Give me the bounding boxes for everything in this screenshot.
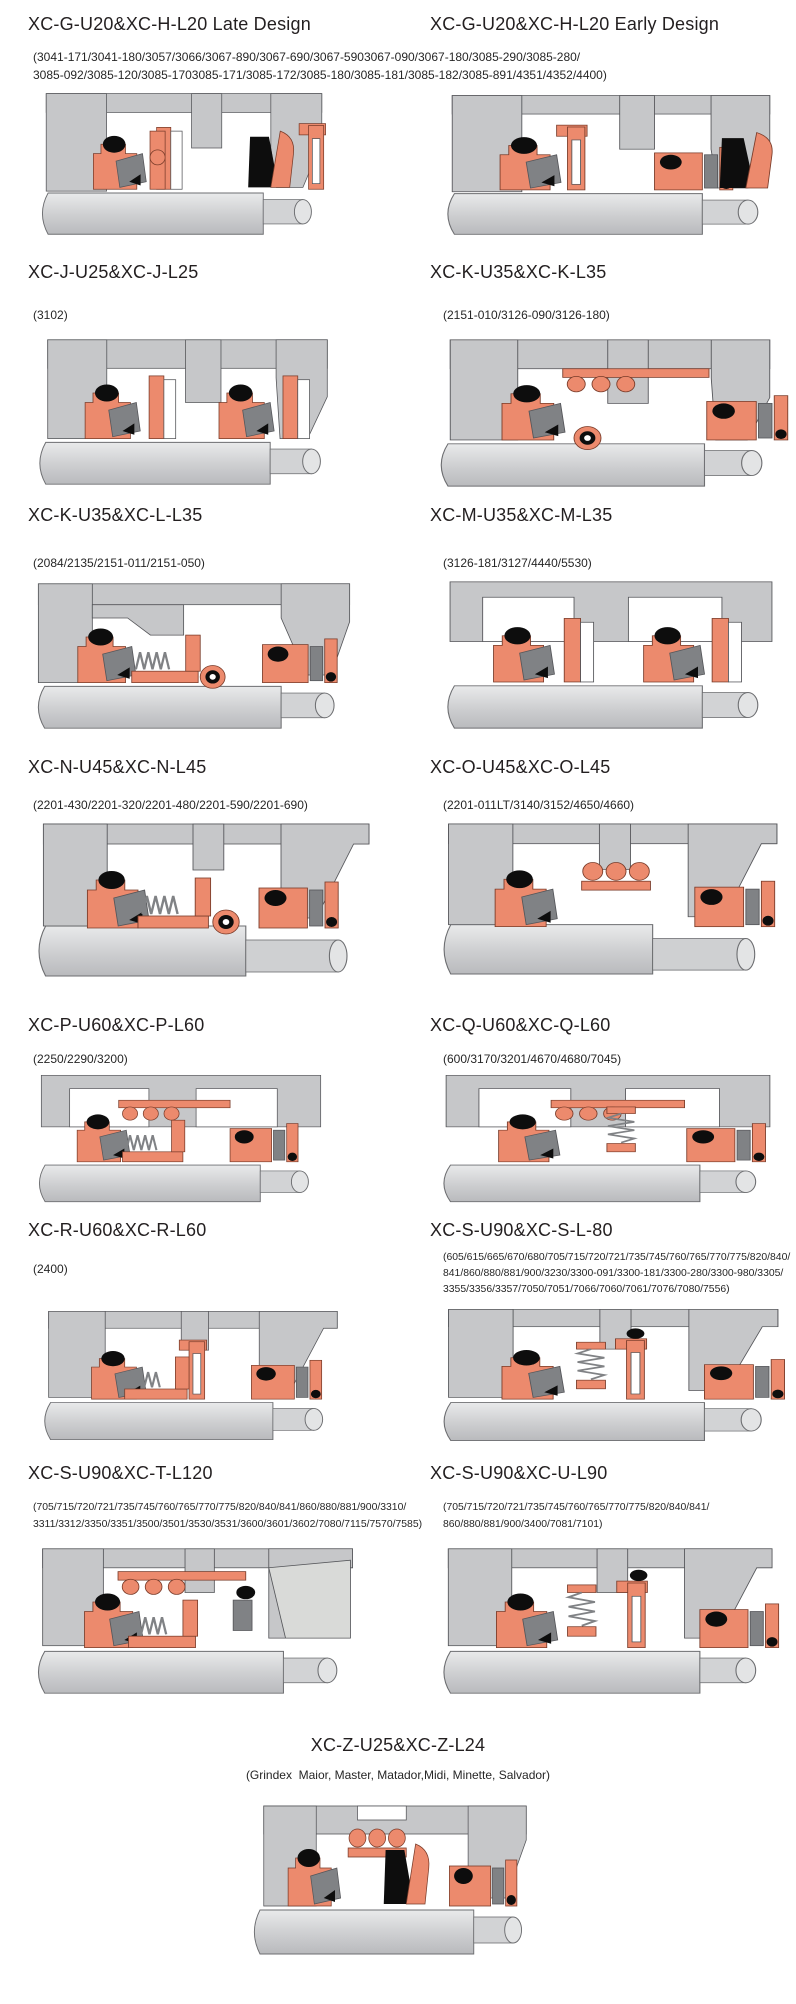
seal-cross-section-diagram xyxy=(433,1072,783,1205)
part-numbers: (2084/2135/2151-011/2151-050) xyxy=(33,556,205,570)
part-numbers: (600/3170/3201/4670/4680/7045) xyxy=(443,1052,622,1066)
model-title: XC-Z-U25&XC-Z-L24 xyxy=(310,1735,486,1755)
seal-cross-section-diagram xyxy=(433,1545,783,1697)
part-numbers: (705/715/720/721/735/745/760/765/770/775/820/840/841/ xyxy=(443,1502,710,1513)
part-numbers: 3085-092/3085-120/3085-1703085-171/3085-172/3085-180/3085-181/3085-182/3085-891/4351/4352/4400) xyxy=(33,68,607,82)
seal-diagram-svg xyxy=(33,88,335,238)
seal-cross-section-diagram xyxy=(30,336,345,488)
seal-diagram-svg xyxy=(28,1545,363,1697)
seal-cross-section-diagram xyxy=(430,336,790,490)
seal-cross-section-diagram xyxy=(437,578,785,732)
model-title: XC-P-U60&XC-P-L60 xyxy=(28,1015,205,1035)
seal-cross-section-diagram xyxy=(33,88,335,238)
seal-cross-section-diagram xyxy=(35,1308,347,1443)
model-title: XC-G-U20&XC-H-L20 Late Design xyxy=(28,14,311,34)
part-numbers: (605/615/665/670/680/705/715/720/721/735/745/760/765/770/775/820/840/ xyxy=(443,1252,791,1263)
seal-diagram-svg xyxy=(245,1798,545,1958)
model-title: XC-K-U35&XC-K-L35 xyxy=(430,262,607,282)
part-numbers: (2201-011LT/3140/3152/4650/4660) xyxy=(443,798,635,812)
model-title: XC-G-U20&XC-H-L20 Early Design xyxy=(430,14,720,34)
model-title: XC-N-U45&XC-N-L45 xyxy=(28,757,207,777)
part-numbers: 3311/3312/3350/3351/3500/3501/3530/3531/3600/3601/3602/7080/7115/7570/7585) xyxy=(33,1519,423,1530)
seal-cross-section-diagram xyxy=(30,1072,332,1205)
part-numbers: (3126-181/3127/4440/5530) xyxy=(443,556,592,570)
model-title: XC-J-U25&XC-J-L25 xyxy=(28,262,199,282)
seal-diagram-svg xyxy=(433,1072,783,1205)
seal-diagram-svg xyxy=(28,820,380,980)
model-title: XC-R-U60&XC-R-L60 xyxy=(28,1220,207,1240)
part-numbers: 3355/3356/3357/7050/7051/7066/7060/7061/7076/7080/7556) xyxy=(443,1284,730,1295)
model-title: XC-K-U35&XC-L-L35 xyxy=(28,505,203,525)
seal-diagram-svg xyxy=(433,1306,789,1444)
part-numbers: 841/860/880/881/900/3230/3300-091/3300-181/3300-280/3300-980/3305/ xyxy=(443,1268,784,1279)
part-numbers: (2400) xyxy=(33,1262,68,1276)
model-title: XC-O-U45&XC-O-L45 xyxy=(430,757,611,777)
part-numbers: (2201-430/2201-320/2201-480/2201-590/2201-690) xyxy=(33,798,308,812)
part-numbers: 860/880/881/900/3400/7081/7101) xyxy=(443,1519,603,1530)
seal-cross-section-diagram xyxy=(28,580,360,732)
model-title: XC-M-U35&XC-M-L35 xyxy=(430,505,613,525)
part-numbers: (2151-010/3126-090/3126-180) xyxy=(443,308,610,322)
model-title: XC-S-U90&XC-T-L120 xyxy=(28,1463,213,1483)
model-title: XC-Q-U60&XC-Q-L60 xyxy=(430,1015,611,1035)
seal-cross-section-diagram xyxy=(433,1306,789,1444)
part-numbers: (Grindex Maior, Master, Matador,Midi, Minette, Salvador) xyxy=(245,1768,551,1782)
seal-cross-section-diagram xyxy=(433,820,788,978)
part-numbers: (3041-171/3041-180/3057/3066/3067-890/3067-690/3067-5903067-090/3067-180/3085-290/3085-280/ xyxy=(33,50,581,64)
seal-diagram-svg xyxy=(28,580,360,732)
part-numbers: (705/715/720/721/735/745/760/765/770/775/820/840/841/860/880/881/900/3310/ xyxy=(33,1502,407,1513)
seal-diagram-svg xyxy=(30,336,345,488)
seal-diagram-svg xyxy=(30,1072,332,1205)
seal-diagram-svg xyxy=(430,336,790,490)
seal-diagram-svg xyxy=(433,1545,783,1697)
part-numbers: (3102) xyxy=(33,308,68,322)
model-title: XC-S-U90&XC-S-L-80 xyxy=(430,1220,613,1240)
seal-cross-section-diagram xyxy=(28,820,380,980)
seal-cross-section-diagram xyxy=(28,1545,363,1697)
part-numbers: (2250/2290/3200) xyxy=(33,1052,128,1066)
seal-diagram-svg xyxy=(433,820,788,978)
model-title: XC-S-U90&XC-U-L90 xyxy=(430,1463,608,1483)
seal-cross-section-diagram xyxy=(245,1798,545,1958)
seal-cross-section-diagram xyxy=(437,90,785,238)
seal-diagram-svg xyxy=(437,578,785,732)
seal-diagram-svg xyxy=(437,90,785,238)
seal-diagram-svg xyxy=(35,1308,347,1443)
